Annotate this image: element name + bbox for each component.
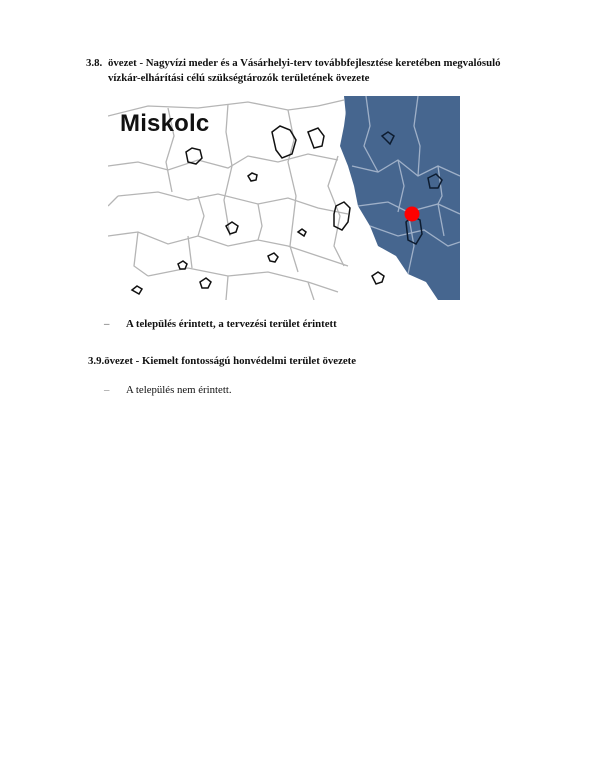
section-title-line1: övezet - Nagyvízi meder és a Vásárhelyi-terv továbbfejlesztése keretében megvalósuló <box>108 57 501 69</box>
bullet-dash: – <box>104 318 110 330</box>
location-marker <box>405 207 420 222</box>
section-number: 3.8. <box>86 57 103 69</box>
section-3-8-heading <box>86 56 556 86</box>
zone-map <box>108 96 460 300</box>
bullet-text: A település érintett, a tervezési terület érintett <box>126 318 337 330</box>
section-3-9-heading: 3.9.övezet - Kiemelt fontosságú honvédelmi terület övezete <box>88 355 357 367</box>
bullet-text: A település nem érintett. <box>126 384 232 396</box>
bullet-dash: – <box>104 384 110 396</box>
bullet-3-9 <box>104 383 232 397</box>
section-title-line2: vízkár-elhárítási célú szükségtározók területének övezete <box>108 72 370 84</box>
bullet-3-8 <box>104 317 337 331</box>
map-place-label: Miskolc <box>120 110 210 137</box>
